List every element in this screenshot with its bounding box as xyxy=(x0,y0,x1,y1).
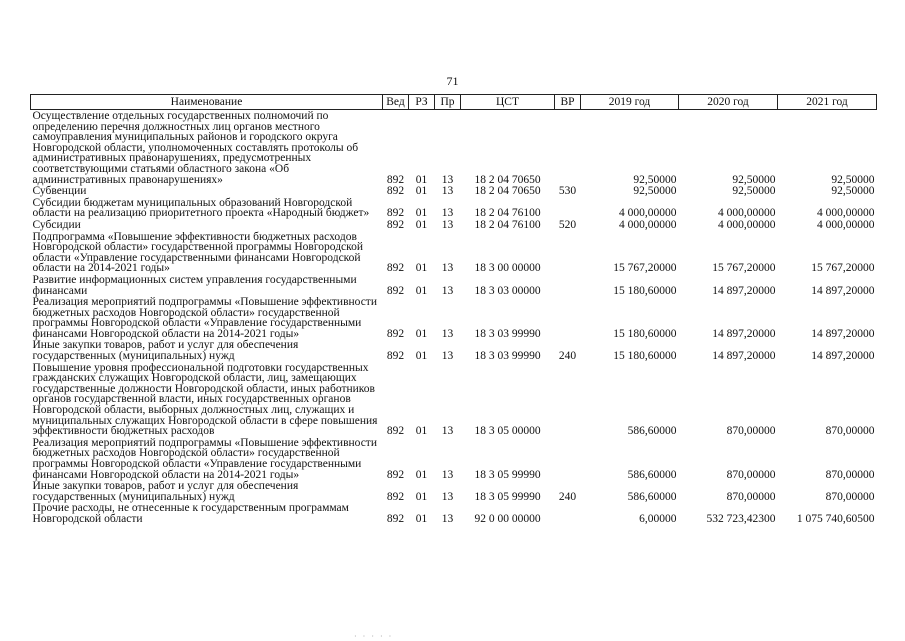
row-pr: 13 xyxy=(441,425,454,438)
row-pr: 13 xyxy=(441,173,454,186)
row-name: Иные закупки товаров, работ и услуг для обеспечения государственных (муниципальных) нужд xyxy=(32,480,299,503)
row-value-2021: 15 767,20000 xyxy=(811,262,875,275)
row-name: Прочие расходы, не отнесенные к государственным программам Новгородской области xyxy=(32,502,349,525)
row-name: Субвенции xyxy=(32,185,87,198)
row-value-2021: 870,00000 xyxy=(825,468,875,481)
row-value-2019: 586,60000 xyxy=(627,490,677,503)
row-cst: 18 3 03 00000 xyxy=(474,284,541,297)
row-value-2021: 1 075 740,60500 xyxy=(796,512,875,525)
table-row xyxy=(31,362,877,437)
row-value-2020: 870,00000 xyxy=(726,490,776,503)
row-ved: 892 xyxy=(386,327,405,340)
row-value-2020: 532 723,42300 xyxy=(706,512,776,525)
row-pr: 13 xyxy=(441,327,454,340)
row-value-2019: 4 000,00000 xyxy=(619,207,677,220)
row-value-2020: 14 897,20000 xyxy=(712,327,776,340)
row-rz: 01 xyxy=(415,468,428,481)
row-ved: 892 xyxy=(386,425,405,438)
row-name: Развитие информационных систем управления государственными финансами xyxy=(32,273,357,297)
page-number: 71 xyxy=(446,74,459,88)
row-value-2021: 870,00000 xyxy=(825,425,875,438)
row-pr: 13 xyxy=(441,185,454,198)
row-cst: 18 2 04 70650 xyxy=(474,173,541,186)
row-name: Иные закупки товаров, работ и услуг для обеспечения государственных (муниципальных) нужд xyxy=(32,339,299,363)
row-value-2020: 870,00000 xyxy=(726,425,776,438)
row-cst: 18 3 03 99990 xyxy=(474,350,541,363)
header-2019: 2019 год xyxy=(581,95,679,110)
row-value-2020: 14 897,20000 xyxy=(712,350,776,363)
row-value-2019: 4 000,00000 xyxy=(619,218,677,231)
row-vr: 240 xyxy=(558,350,577,363)
row-vr: 520 xyxy=(558,218,577,231)
row-vr: 530 xyxy=(558,185,577,198)
row-cst: 18 2 04 76100 xyxy=(474,218,541,231)
row-ved: 892 xyxy=(386,207,405,220)
row-value-2019: 15 180,60000 xyxy=(613,284,677,297)
row-name: Субсидии бюджетам муниципальных образований Новгородской области на реализацию приоритетного проекта «Народный бюджет» xyxy=(32,196,370,220)
row-rz: 01 xyxy=(415,512,428,525)
row-ved: 892 xyxy=(386,185,405,198)
row-value-2021: 92,50000 xyxy=(831,185,875,198)
row-ved: 892 xyxy=(386,490,405,503)
row-cst: 18 2 04 70650 xyxy=(474,185,541,198)
row-vr xyxy=(555,110,581,186)
row-ved: 892 xyxy=(386,262,405,275)
row-pr: 13 xyxy=(441,490,454,503)
row-value-2020: 92,50000 xyxy=(732,185,776,198)
row-value-2021: 14 897,20000 xyxy=(811,327,875,340)
row-rz: 01 xyxy=(415,218,428,231)
row-rz: 01 xyxy=(415,173,428,186)
row-ved: 892 xyxy=(386,284,405,297)
row-pr: 13 xyxy=(441,468,454,481)
row-value-2021: 14 897,20000 xyxy=(811,350,875,363)
row-pr: 13 xyxy=(441,262,454,275)
row-value-2019: 6,00000 xyxy=(639,512,677,525)
row-cst: 18 2 04 76100 xyxy=(474,207,541,220)
row-vr xyxy=(555,502,581,524)
table-row xyxy=(31,110,877,186)
row-value-2021: 14 897,20000 xyxy=(811,284,875,297)
row-rz: 01 xyxy=(415,207,428,220)
row-value-2020: 15 767,20000 xyxy=(712,262,776,275)
row-rz: 01 xyxy=(415,327,428,340)
row-rz: 01 xyxy=(415,262,428,275)
row-cst: 92 0 00 00000 xyxy=(474,512,541,525)
header-ved: Вед xyxy=(383,95,409,110)
row-vr xyxy=(555,274,581,296)
row-cst: 18 3 00 00000 xyxy=(474,262,541,275)
table-row xyxy=(31,480,877,502)
row-vr xyxy=(555,197,581,219)
row-pr: 13 xyxy=(441,218,454,231)
row-value-2019: 92,50000 xyxy=(633,185,677,198)
header-cst: ЦСТ xyxy=(461,95,555,110)
row-ved: 892 xyxy=(386,350,405,363)
row-value-2020: 4 000,00000 xyxy=(718,218,776,231)
table-row xyxy=(31,339,877,361)
row-rz: 01 xyxy=(415,284,428,297)
row-value-2021: 92,50000 xyxy=(831,173,875,186)
row-ved: 892 xyxy=(386,218,405,231)
row-pr: 13 xyxy=(441,207,454,220)
row-name: Реализация мероприятий подпрограммы «Повышение эффективности бюджетных расходов Новгородской области» государственной программы Новгородской области «Управление государственными финансами Новгородской области на 2014-2021 годы» xyxy=(32,296,377,340)
row-ved: 892 xyxy=(386,468,405,481)
row-rz: 01 xyxy=(415,490,428,503)
row-name: Повышение уровня профессиональной подготовки государственных гражданских служащих Новгородской области, лиц, замещающих государственные должности Новгородской области, иных работников органов государственной власти, иных государственных органов Новгородской области, выборных должностных лиц, служащих и муниципальных служащих Новгородской области в сфере повышения эффективности бюджетных расходов xyxy=(32,361,378,438)
row-value-2021: 4 000,00000 xyxy=(817,207,875,220)
row-vr xyxy=(555,231,581,274)
header-name: Наименование xyxy=(31,95,383,110)
row-value-2020: 4 000,00000 xyxy=(718,207,776,220)
row-value-2019: 586,60000 xyxy=(627,425,677,438)
table-row xyxy=(31,296,877,339)
row-value-2021: 4 000,00000 xyxy=(817,218,875,231)
table-row xyxy=(31,185,877,197)
table-row xyxy=(31,437,877,480)
row-value-2019: 586,60000 xyxy=(627,468,677,481)
table-row xyxy=(31,197,877,219)
row-name: Субсидии xyxy=(32,218,81,231)
row-value-2019: 92,50000 xyxy=(633,173,677,186)
row-ved: 892 xyxy=(386,173,405,186)
row-vr xyxy=(555,296,581,339)
row-pr: 13 xyxy=(441,512,454,525)
row-cst: 18 3 03 99990 xyxy=(474,327,541,340)
row-cst: 18 3 05 99990 xyxy=(474,468,541,481)
row-rz: 01 xyxy=(415,425,428,438)
scan-mark: · · · · · xyxy=(354,632,394,641)
row-vr xyxy=(555,362,581,437)
row-vr: 240 xyxy=(558,490,577,503)
row-value-2020: 870,00000 xyxy=(726,468,776,481)
header-2020: 2020 год xyxy=(679,95,778,110)
row-value-2020: 14 897,20000 xyxy=(712,284,776,297)
row-value-2019: 15 180,60000 xyxy=(613,327,677,340)
row-rz: 01 xyxy=(415,185,428,198)
row-ved: 892 xyxy=(386,512,405,525)
row-pr: 13 xyxy=(441,350,454,363)
budget-table xyxy=(30,94,877,525)
table-row xyxy=(31,231,877,274)
header-pr: Пр xyxy=(435,95,461,110)
row-value-2019: 15 767,20000 xyxy=(613,262,677,275)
row-pr: 13 xyxy=(441,284,454,297)
table-row xyxy=(31,274,877,296)
table-header-row xyxy=(31,95,877,110)
row-value-2020: 92,50000 xyxy=(732,173,776,186)
row-value-2021: 870,00000 xyxy=(825,490,875,503)
table-row xyxy=(31,502,877,524)
row-rz: 01 xyxy=(415,350,428,363)
table-row xyxy=(31,219,877,231)
header-vr: ВР xyxy=(555,95,581,110)
row-cst: 18 3 05 99990 xyxy=(474,490,541,503)
row-cst: 18 3 05 00000 xyxy=(474,425,541,438)
header-2021: 2021 год xyxy=(778,95,877,110)
row-name: Реализация мероприятий подпрограммы «Повышение эффективности бюджетных расходов Новгородской области» государственной программы Новгородской области «Управление государственными финансами Новгородской области на 2014-2021 годы» xyxy=(32,436,377,481)
row-name: Осуществление отдельных государственных полномочий по определению перечня должностных лиц органов местного самоуправления муниципальных районов и городского округа Новгородской области, уполномоченных составлять протоколы об административных правонарушениях, предусмотренных соответствующими статьями областного закона «Об административных правонарушениях» xyxy=(32,110,359,186)
row-vr xyxy=(555,437,581,480)
row-value-2019: 15 180,60000 xyxy=(613,350,677,363)
row-name: Подпрограмма «Повышение эффективности бюджетных расходов Новгородской области» государственной программы Новгородской области «Управление государственными финансами Новгородской области на 2014-2021 годы» xyxy=(32,230,364,275)
header-rz: РЗ xyxy=(409,95,435,110)
